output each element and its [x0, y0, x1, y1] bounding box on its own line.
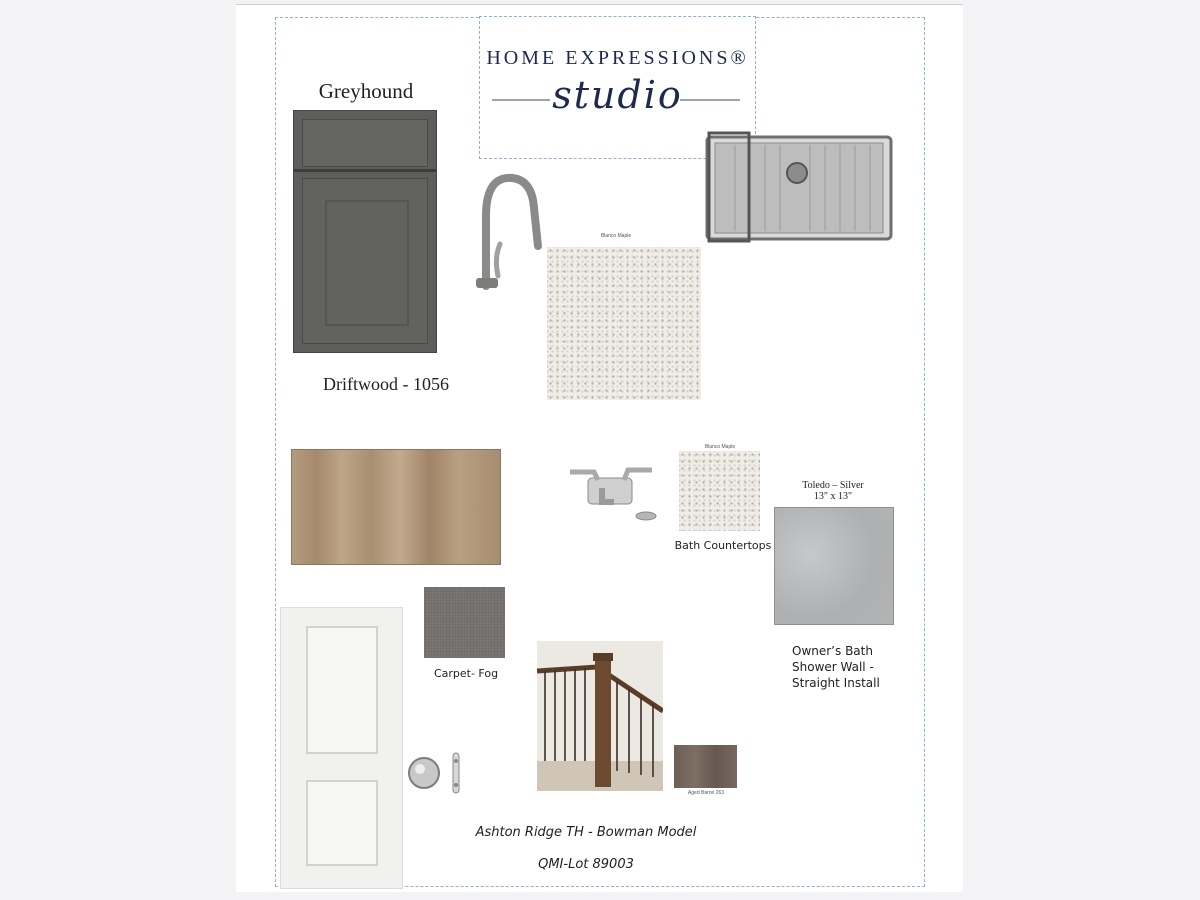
door-knob-image	[404, 749, 466, 797]
carpet-label: Carpet- Fog	[433, 667, 499, 680]
shower-tile-swatch	[774, 507, 894, 625]
footer-community-model: Ashton Ridge TH - Bowman Model	[475, 825, 697, 840]
wood-flooring-swatch	[291, 449, 501, 565]
cabinet-style-label: Greyhound	[318, 79, 414, 103]
shower-tile-name: Toledo – Silver	[802, 480, 864, 491]
bath-countertop-label: Bath Countertops	[674, 539, 772, 552]
shower-caption-line: Straight Install	[792, 676, 880, 690]
footer-lot-number: QMI-Lot 89003	[538, 857, 634, 872]
door-lower-panel	[306, 780, 378, 866]
shower-tile-size: 13" x 13"	[813, 491, 853, 502]
aged-barrel-swatch	[674, 745, 737, 788]
staircase-image	[537, 641, 663, 791]
kitchen-countertop-label: Blanco Maple	[600, 233, 632, 239]
bath-faucet-image	[568, 460, 658, 524]
cabinet-door-front	[302, 178, 428, 344]
design-board-page	[236, 4, 963, 892]
bath-countertop-swatch	[679, 451, 760, 531]
carpet-swatch	[424, 587, 505, 658]
cabinet-door-image	[293, 110, 437, 353]
cabinet-drawer-front	[302, 119, 428, 167]
kitchen-faucet-image	[472, 168, 544, 294]
door-upper-panel	[306, 626, 378, 754]
aged-barrel-label: Aged Barrel 263	[687, 790, 725, 796]
shower-caption-line: Owner’s Bath	[792, 644, 873, 658]
shower-tile-caption	[792, 643, 912, 691]
bath-countertop-small-label: Blanco Maple	[704, 444, 736, 450]
logo-script-text: studio	[552, 73, 683, 117]
cabinet-raised-panel	[325, 200, 409, 326]
interior-door-image	[280, 607, 403, 889]
logo-brand-text: HOME EXPRESSIONS®	[486, 47, 749, 69]
shower-caption-line: Shower Wall -	[792, 660, 874, 674]
kitchen-sink-image	[705, 129, 895, 245]
cabinet-rail	[294, 169, 436, 172]
cabinet-color-label: Driftwood - 1056	[323, 374, 449, 394]
kitchen-countertop-swatch	[547, 247, 701, 400]
